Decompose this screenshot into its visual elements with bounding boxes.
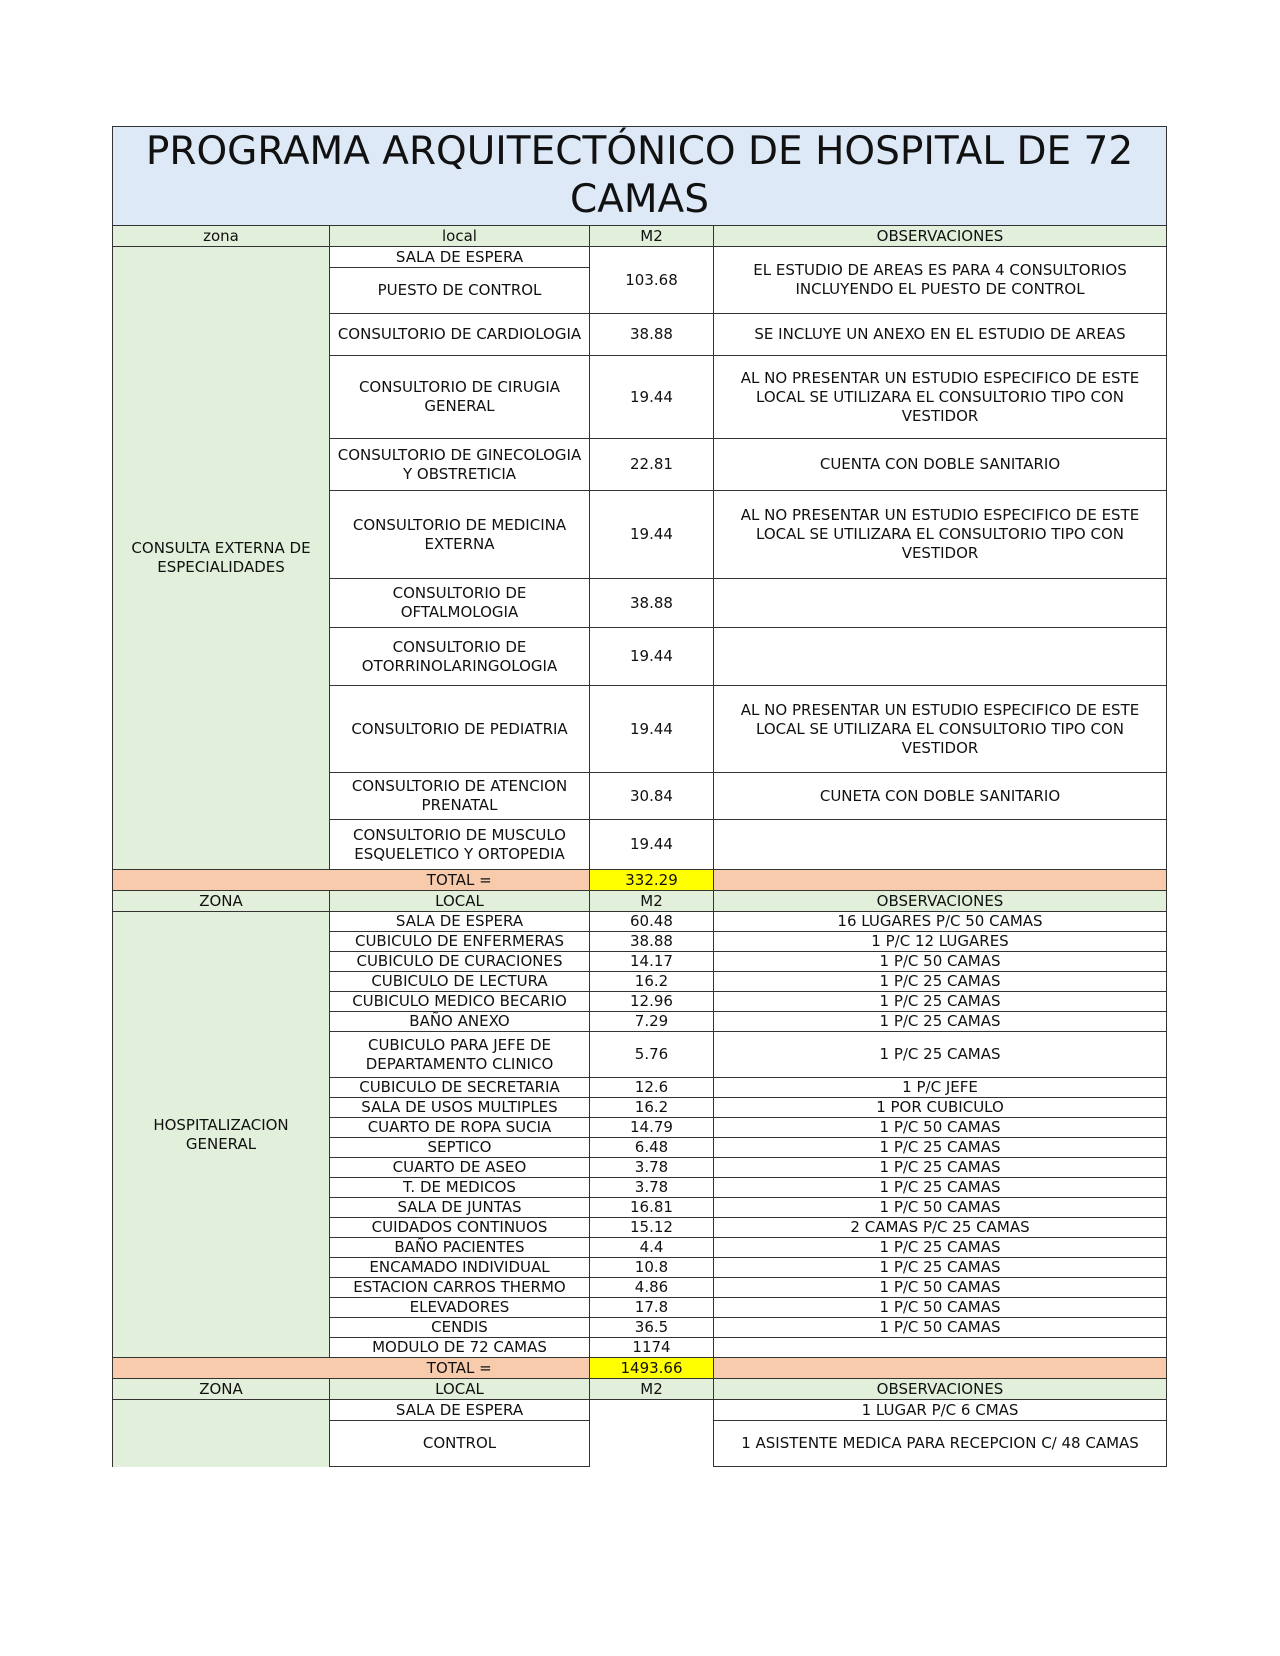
local-cell: CUIDADOS CONTINUOS: [330, 1218, 590, 1238]
local-cell: CONSULTORIO DE MEDICINA EXTERNA: [330, 491, 590, 579]
local-cell: BAÑO ANEXO: [330, 1012, 590, 1032]
header-zona: ZONA: [113, 891, 330, 912]
total-value: 332.29: [590, 870, 714, 891]
m2-cell: 19.44: [590, 356, 714, 439]
observation-cell: 1 P/C 50 CAMAS: [714, 1198, 1167, 1218]
m2-cell: 36.5: [590, 1318, 714, 1338]
observation-cell: 1 P/C 50 CAMAS: [714, 1278, 1167, 1298]
total-row: [113, 870, 1167, 891]
zone-cell: [113, 1400, 330, 1467]
zone-cell: CONSULTA EXTERNA DE ESPECIALIDADES: [113, 247, 330, 870]
observation-cell: [714, 628, 1167, 686]
observation-cell: 1 P/C 25 CAMAS: [714, 1012, 1167, 1032]
observation-cell: 1 P/C 12 LUGARES: [714, 932, 1167, 952]
header-m2: M2: [590, 891, 714, 912]
local-cell: CONSULTORIO DE PEDIATRIA: [330, 686, 590, 773]
observation-cell: 1 P/C 25 CAMAS: [714, 992, 1167, 1012]
local-cell: CUARTO DE ROPA SUCIA: [330, 1118, 590, 1138]
local-cell: CUBICULO MEDICO BECARIO: [330, 992, 590, 1012]
local-cell: SALA DE ESPERA: [330, 1400, 590, 1421]
m2-cell: 38.88: [590, 314, 714, 356]
table-row: [113, 1400, 1167, 1421]
architectural-program-table: [112, 126, 1167, 1467]
local-cell: CONSULTORIO DE MUSCULO ESQUELETICO Y ORTOPEDIA: [330, 820, 590, 870]
observation-cell: 1 P/C 50 CAMAS: [714, 952, 1167, 972]
observation-cell: [714, 579, 1167, 628]
observation-cell: 1 P/C 25 CAMAS: [714, 1258, 1167, 1278]
local-cell: CUARTO DE ASEO: [330, 1158, 590, 1178]
observation-cell: 1 P/C 25 CAMAS: [714, 1138, 1167, 1158]
local-cell: ESTACION CARROS THERMO: [330, 1278, 590, 1298]
m2-cell: 19.44: [590, 820, 714, 870]
m2-cell: 16.81: [590, 1198, 714, 1218]
observation-cell: 1 P/C 50 CAMAS: [714, 1118, 1167, 1138]
m2-cell: 19.44: [590, 491, 714, 579]
m2-cell: 6.48: [590, 1138, 714, 1158]
observation-cell: 1 P/C 25 CAMAS: [714, 972, 1167, 992]
observation-cell: 1 P/C JEFE: [714, 1078, 1167, 1098]
local-cell: CONSULTORIO DE ATENCION PRENATAL: [330, 773, 590, 820]
local-cell: CUBICULO DE ENFERMERAS: [330, 932, 590, 952]
m2-cell: 10.8: [590, 1258, 714, 1278]
local-cell: CONSULTORIO DE GINECOLOGIA Y OBSTRETICIA: [330, 439, 590, 491]
local-cell: CUBICULO PARA JEFE DE DEPARTAMENTO CLINICO: [330, 1032, 590, 1078]
header-local: local: [330, 226, 590, 247]
local-cell: SALA DE ESPERA: [330, 912, 590, 932]
m2-cell: 38.88: [590, 932, 714, 952]
observation-cell: 1 P/C 50 CAMAS: [714, 1298, 1167, 1318]
local-cell: CENDIS: [330, 1318, 590, 1338]
observation-cell: CUENTA CON DOBLE SANITARIO: [714, 439, 1167, 491]
m2-cell: 1174: [590, 1338, 714, 1358]
header-local: LOCAL: [330, 1379, 590, 1400]
header-row: [113, 891, 1167, 912]
observation-cell: EL ESTUDIO DE AREAS ES PARA 4 CONSULTORIOS INCLUYENDO EL PUESTO DE CONTROL: [714, 247, 1167, 314]
m2-cell: 17.8: [590, 1298, 714, 1318]
total-value: 1493.66: [590, 1358, 714, 1379]
header-row: [113, 1379, 1167, 1400]
header-m2: M2: [590, 226, 714, 247]
table-row: [113, 912, 1167, 932]
observation-cell: 2 CAMAS P/C 25 CAMAS: [714, 1218, 1167, 1238]
m2-cell: 3.78: [590, 1178, 714, 1198]
m2-cell: 12.6: [590, 1078, 714, 1098]
local-cell: ELEVADORES: [330, 1298, 590, 1318]
zone-cell: HOSPITALIZACION GENERAL: [113, 912, 330, 1358]
m2-cell: 16.2: [590, 972, 714, 992]
observation-cell: 1 P/C 25 CAMAS: [714, 1032, 1167, 1078]
total-label: TOTAL =: [330, 870, 590, 891]
observation-cell: 1 ASISTENTE MEDICA PARA RECEPCION C/ 48 CAMAS: [714, 1421, 1167, 1467]
header-row: [113, 226, 1167, 247]
m2-cell: 30.84: [590, 773, 714, 820]
local-cell: SALA DE USOS MULTIPLES: [330, 1098, 590, 1118]
observation-cell: CUNETA CON DOBLE SANITARIO: [714, 773, 1167, 820]
m2-cell: 103.68: [590, 247, 714, 314]
m2-cell: 16.2: [590, 1098, 714, 1118]
page-title: PROGRAMA ARQUITECTÓNICO DE HOSPITAL DE 72 CAMAS: [113, 127, 1167, 226]
observation-cell: [714, 1338, 1167, 1358]
m2-cell: 19.44: [590, 628, 714, 686]
m2-cell: 5.76: [590, 1032, 714, 1078]
local-cell: MODULO DE 72 CAMAS: [330, 1338, 590, 1358]
local-cell: CUBICULO DE SECRETARIA: [330, 1078, 590, 1098]
header-zona: ZONA: [113, 1379, 330, 1400]
local-cell: CONSULTORIO DE CARDIOLOGIA: [330, 314, 590, 356]
header-zona: zona: [113, 226, 330, 247]
observation-cell: 1 P/C 25 CAMAS: [714, 1238, 1167, 1258]
table-row: [113, 247, 1167, 268]
header-observaciones: OBSERVACIONES: [714, 226, 1167, 247]
local-cell: PUESTO DE CONTROL: [330, 268, 590, 314]
m2-cell: 22.81: [590, 439, 714, 491]
m2-cell: 4.86: [590, 1278, 714, 1298]
local-cell: CUBICULO DE LECTURA: [330, 972, 590, 992]
observation-cell: SE INCLUYE UN ANEXO EN EL ESTUDIO DE AREAS: [714, 314, 1167, 356]
header-observaciones: OBSERVACIONES: [714, 1379, 1167, 1400]
m2-cell: 60.48: [590, 912, 714, 932]
local-cell: CONSULTORIO DE CIRUGIA GENERAL: [330, 356, 590, 439]
observation-cell: 1 LUGAR P/C 6 CMAS: [714, 1400, 1167, 1421]
local-cell: ENCAMADO INDIVIDUAL: [330, 1258, 590, 1278]
header-m2: M2: [590, 1379, 714, 1400]
total-label: TOTAL =: [330, 1358, 590, 1379]
observation-cell: AL NO PRESENTAR UN ESTUDIO ESPECIFICO DE ESTE LOCAL SE UTILIZARA EL CONSULTORIO TIPO CON VESTIDOR: [714, 491, 1167, 579]
m2-cell: [590, 1400, 714, 1467]
m2-cell: 15.12: [590, 1218, 714, 1238]
observation-cell: 16 LUGARES P/C 50 CAMAS: [714, 912, 1167, 932]
observation-cell: AL NO PRESENTAR UN ESTUDIO ESPECIFICO DE ESTE LOCAL SE UTILIZARA EL CONSULTORIO TIPO CON VESTIDOR: [714, 356, 1167, 439]
local-cell: SALA DE ESPERA: [330, 247, 590, 268]
observation-cell: [714, 820, 1167, 870]
header-observaciones: OBSERVACIONES: [714, 891, 1167, 912]
m2-cell: 14.17: [590, 952, 714, 972]
header-local: LOCAL: [330, 891, 590, 912]
m2-cell: 12.96: [590, 992, 714, 1012]
local-cell: BAÑO PACIENTES: [330, 1238, 590, 1258]
m2-cell: 7.29: [590, 1012, 714, 1032]
m2-cell: 19.44: [590, 686, 714, 773]
m2-cell: 38.88: [590, 579, 714, 628]
m2-cell: 14.79: [590, 1118, 714, 1138]
total-row: [113, 1358, 1167, 1379]
observation-cell: 1 POR CUBICULO: [714, 1098, 1167, 1118]
observation-cell: 1 P/C 25 CAMAS: [714, 1178, 1167, 1198]
local-cell: CONTROL: [330, 1421, 590, 1467]
local-cell: SEPTICO: [330, 1138, 590, 1158]
local-cell: CUBICULO DE CURACIONES: [330, 952, 590, 972]
m2-cell: 4.4: [590, 1238, 714, 1258]
m2-cell: 3.78: [590, 1158, 714, 1178]
observation-cell: 1 P/C 25 CAMAS: [714, 1158, 1167, 1178]
observation-cell: AL NO PRESENTAR UN ESTUDIO ESPECIFICO DE ESTE LOCAL SE UTILIZARA EL CONSULTORIO TIPO CON VESTIDOR: [714, 686, 1167, 773]
local-cell: T. DE MEDICOS: [330, 1178, 590, 1198]
local-cell: SALA DE JUNTAS: [330, 1198, 590, 1218]
local-cell: CONSULTORIO DE OFTALMOLOGIA: [330, 579, 590, 628]
observation-cell: 1 P/C 50 CAMAS: [714, 1318, 1167, 1338]
hospitalizacion-section: [113, 912, 1167, 1358]
local-cell: CONSULTORIO DE OTORRINOLARINGOLOGIA: [330, 628, 590, 686]
